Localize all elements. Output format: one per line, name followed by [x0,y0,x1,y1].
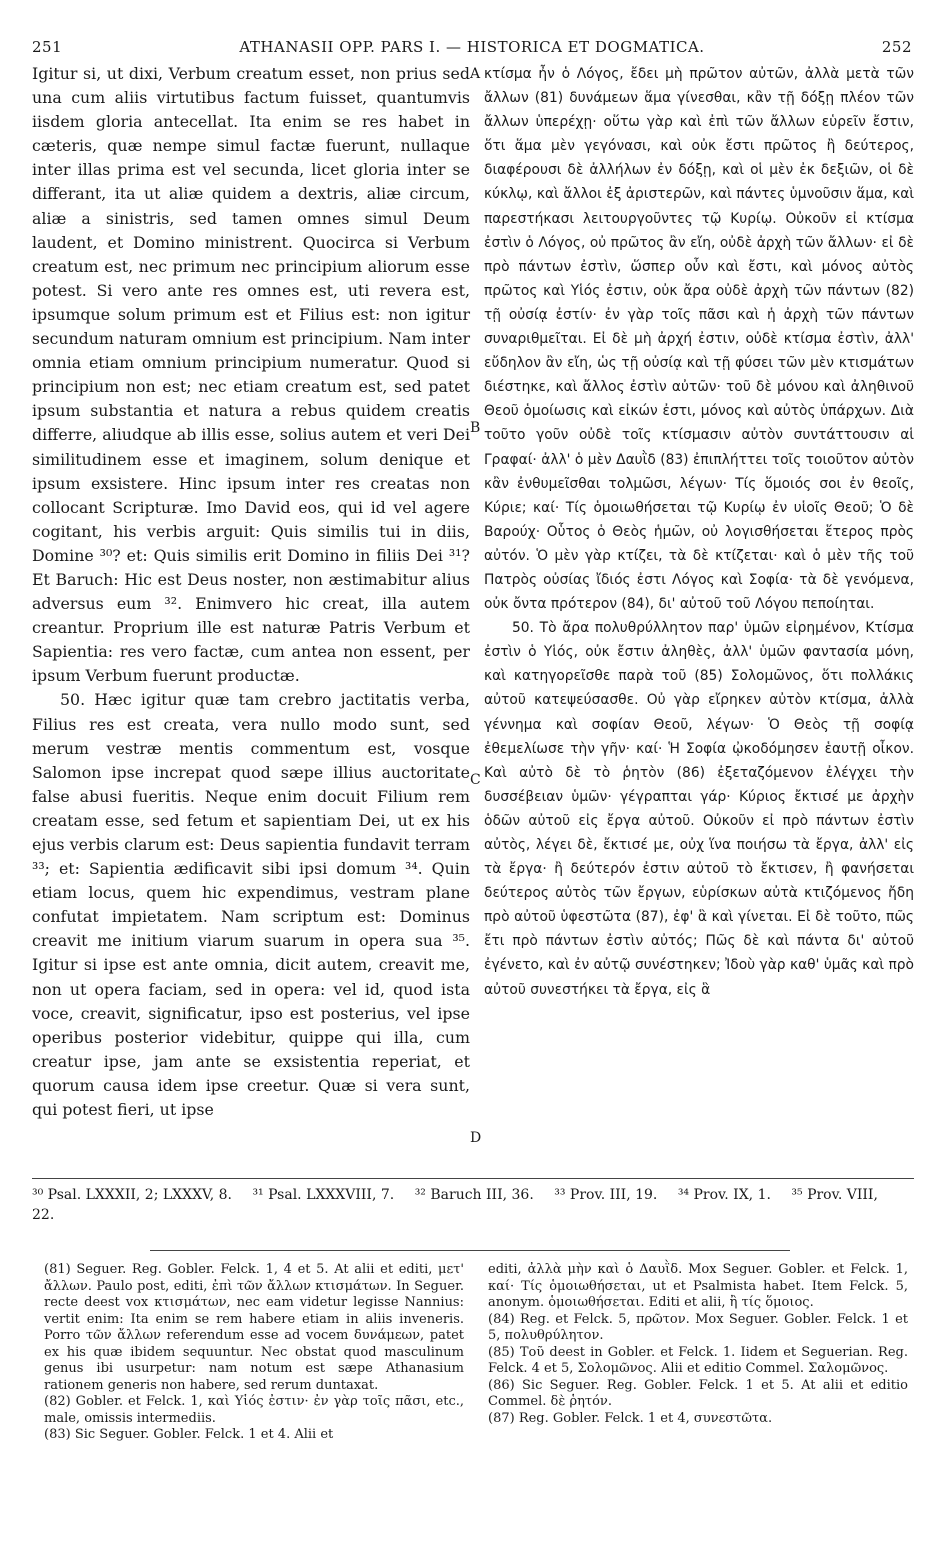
footnote-30: ³⁰ Psal. LXXXII, 2; LXXXV, 8. [32,1187,232,1203]
note-86: (86) Sic Seguer. Reg. Gobler. Felck. 1 et 5. At alii et editio Commel. δὲ ῥητόν. [488,1377,908,1409]
notes-divider [150,1250,790,1251]
note-83-cont: editi, ἀλλὰ μὴν καὶ ὁ Δαυῒδ. Mox Seguer. Gobler. et Felck. 1, καί· Τίς ὁμοιωθήσεται, ut et Psalmista habet. Item Felck. 5, anonym. ὁμοιωθήσεται. Editi et alii, ἢ τίς ὅμοιος. [488,1262,908,1310]
note-85: (85) Τοῦ deest in Gobler. et Felck. 1. Iidem et Seguerian. Reg. Felck. 4 et 5, Σολομῶνος. Alii et editio Commel. Σαλομῶνος. [488,1344,908,1376]
footnote-34: ³⁴ Prov. IX, 1. [677,1187,771,1203]
greek-column [484,62,914,1002]
latin-paragraph-1: Igitur si, ut dixi, Verbum creatum esset, non prius sed una cum aliis virtutibus factum fuisset, quantumvis iisdem gloria antecellat. Ita enim se res habet in cæteris, quæ nempe simul factæ fuerunt, nullaque inter illas prima est vel secunda, licet gloria inter se differant, ita ut aliæ quidem a dextris, aliæ circum, aliæ a sinistris, sed tamen omnes simul Deum laudent, et Domino ministrent. Quocirca si Verbum creatum est, nec primum nec principium aliorum esse potest. Si vero ante res omnes est, uti revera est, ipsumque solum primum est et Filius est: non igitur secundum naturam omnium est principium. Nam inter omnia etiam omnium principium numeratur. Quod si principium non est; nec etiam creatum est, sed patet ipsum substantia et natura a rebus quidem creatis differre, aliudque ab illis esse, solius autem et veri Dei similitudinem esse et imaginem, solum denique et ipsum exsistere. Hinc ipsum inter res creatas non collocant Scripturæ. Imo David eos, qui id vel agere cogitant, his verbis arguit: Quis similis tui in diis, Domine ³⁰? et: Quis similis erit Domino in filiis Dei ³¹? Et Baruch: Hic est Deus noster, non æstimabitur alius adversus eum ³². Enimvero hic creat, illa autem creantur. Proprium ille est naturæ Patris Verbum et Sapientia: res vero factæ, cum antea non essent, per ipsum Verbum fuerunt productæ. [32,64,470,686]
running-header [32,38,912,60]
footnote-32: ³² Baruch III, 36. [414,1187,534,1203]
editorial-notes-right [488,1262,908,1427]
running-title: ATHANASII OPP. PARS I. — HISTORICA ET DOGMATICA. [239,38,705,56]
footnote-35: ³⁵ Prov. VIII, 22. [32,1187,878,1223]
footnote-31: ³¹ Psal. LXXXVIII, 7. [252,1187,395,1203]
note-81: (81) Seguer. Reg. Gobler. Felck. 1, 4 et 5. At alii et editi, μετ' ἄλλων. Paulo post, editi, ἐπὶ τῶν ἄλλων κτισμάτων. In Seguer. recte deest vox κτισμάτων, nec eam videtur legisse Nannius: vertit enim: Ita enim se rem habere etiam in aliis inveneris. Porro τῶν ἄλλων referendum esse ad vocem δυνάμεων, patet ex his quæ ibidem sequuntur. Nec obstat quod masculinum genus ibi usurpetur: nam notum est sæpe Athanasium rationem generis non habere, sed rerum duntaxat. [44,1262,464,1393]
margin-marker-c: C [470,772,481,788]
note-82: (82) Gobler. et Felck. 1, καὶ Υἱός ἐστιν· ἐν γὰρ τοῖς πᾶσι, etc., male, omissis intermediis. [44,1394,464,1426]
text-divider [32,1178,914,1179]
greek-paragraph-1: κτίσμα ἦν ὁ Λόγος, ἔδει μὴ πρῶτον αὐτῶν, ἀλλὰ μετὰ τῶν ἄλλων (81) δυνάμεων ἅμα γίνεσθαι, κἂν τῇ δόξῃ πλέον τῶν ἄλλων ὑπερέχῃ· οὕτω γὰρ καὶ ἐπὶ τῶν ἄλλων εὑρεῖν ἔστιν, ὅτι ἅμα μὲν γεγόνασι, καὶ οὐκ ἔστι πρῶτος ἢ δεύτερος, διαφέρουσι δὲ ἀλλήλων ἐν δόξῃ, καὶ οἱ μὲν ἐκ δεξιῶν, οἱ δὲ κύκλῳ, καὶ ἄλλοι ἐξ ἀριστερῶν, καὶ πάντες ὑμνοῦσιν ἅμα, καὶ παρεστήκασι λειτουργοῦντες τῷ Κυρίῳ. Οὐκοῦν εἰ κτίσμα ἐστὶν ὁ Λόγος, οὐ πρῶτος ἂν εἴη, οὐδὲ ἀρχὴ τῶν ἄλλων· εἰ δὲ πρὸ πάντων ἐστὶν, ὥσπερ οὖν καὶ ἔστι, καὶ μόνος αὐτὸς πρῶτος καὶ Υἱός ἐστιν, οὐκ ἄρα οὐδὲ ἀρχὴ τῶν πάντων (82) τῇ οὐσίᾳ ἐστίν· ἐν γὰρ τοῖς πᾶσι καὶ ἡ ἀρχὴ τῶν πάντων συναριθμεῖται. Εἰ δὲ μὴ ἀρχή ἐστιν, οὐδὲ κτίσμα ἐστὶν, ἀλλ' εὔδηλον ἂν εἴη, ὡς τῇ οὐσίᾳ καὶ τῇ φύσει τῶν μὲν κτισμάτων διέστηκε, καὶ ἄλλος ἐστὶν αὐτῶν· τοῦ δὲ μόνου καὶ ἀληθινοῦ Θεοῦ ὁμοίωσις καὶ εἰκών ἐστι, μόνος καὶ αὐτὸς ὑπάρχων. Διὰ τοῦτο γοῦν οὐδὲ τοῖς κτίσμασιν αὐτὸν συντάττουσιν αἱ Γραφαί· ἀλλ' ὁ μὲν Δαυῒδ (83) ἐπιπλήττει τοῖς τοιοῦτον αὐτὸν κἂν ἐνθυμεῖσθαι τολμῶσι, λέγων· Τίς ὅμοιός σοι ἐν θεοῖς, Κύριε; καί· Τίς ὁμοιωθήσεται τῷ Κυρίῳ ἐν υἱοῖς Θεοῦ; Ὁ δὲ Βαρούχ· Οὗτος ὁ Θεὸς ἡμῶν, οὐ λογισθήσεται ἕτερος πρὸς αὐτόν. Ὁ μὲν γὰρ κτίζει, τὰ δὲ κτίζεται· καὶ ὁ μὲν τῆς τοῦ Πατρὸς οὐσίας ἴδιός ἐστι Λόγος καὶ Σοφία· τὰ δὲ γενόμενα, οὐκ ὄντα πρότερον (84), δι' αὐτοῦ τοῦ Λόγου πεποίηται. [484,66,914,613]
margin-marker-d: D [470,1130,482,1146]
margin-marker-b: B [470,420,481,436]
page-number-left: 251 [32,38,63,56]
latin-paragraph-50: 50. Hæc igitur quæ tam crebro jactitatis verba, Filius res est creata, vera nullo modo sunt, sed merum vestræ mentis commentum est, vosque Salomon ipse increpat quod sæpe illius auctoritate false abusi fueritis. Neque enim docuit Filium rem creatam esse, sed fetum et sapientiam Dei, ut ex his ejus verbis clarum est: Deus sapientia fundavit terram ³³; et: Sapientia ædificavit sibi ipsi domum ³⁴. Quin etiam locus, quem hic expendimus, vestram plane confutat impietatem. Nam scriptum est: Dominus creavit me initium viarum suarum in opera sua ³⁵. Igitur si ipse est ante omnia, dicit autem, creavit me, non ut opera faciam, sed in opera: vel id, quod ista voce, creavit, significatur, ipso est posterius, vel ipse operibus posterior videbitur, quippe qui illa, cum creatur ipse, jam ante se exsistentia reperiat, et quorum causa idem ipse creetur. Quæ si vera sunt, qui potest fieri, ut ipse [32,690,470,1120]
note-83: (83) Sic Seguer. Gobler. Felck. 1 et 4. Alii et [44,1427,334,1442]
greek-paragraph-50: 50. Τὸ ἄρα πολυθρύλλητον παρ' ὑμῶν εἰρημένον, Κτίσμα ἐστὶν ὁ Υἱός, οὐκ ἔστιν ἀληθὲς, ἀλλ' ὑμῶν φαντασία μόνη, καὶ κατηγορεῖσθε παρὰ τοῦ (85) Σολομῶνος, ὅτι πολλάκις αὐτοῦ κατεψεύσασθε. Οὐ γὰρ εἴρηκεν αὐτὸν κτίσμα, ἀλλὰ γέννημα καὶ σοφίαν Θεοῦ, λέγων· Ὁ Θεὸς τῇ σοφίᾳ ἐθεμελίωσε τὴν γῆν· καί· Ἡ Σοφία ᾠκοδόμησεν ἑαυτῇ οἶκον. Καὶ αὐτὸ δὲ τὸ ῥητὸν (86) ἐξεταζόμενον ἐλέγχει τὴν δυσσέβειαν ὑμῶν· γέγραπται γάρ· Κύριος ἔκτισέ με ἀρχὴν ὁδῶν αὐτοῦ εἰς ἔργα αὐτοῦ. Οὐκοῦν εἰ πρὸ πάντων ἐστὶν αὐτὸς, λέγει δὲ, ἔκτισέ με, οὐχ ἵνα ποιήσω τὰ ἔργα, ἀλλ' εἰς τὰ ἔργα· ἢ δεύτερόν ἐστιν αὐτοῦ τὸ ἔκτισεν, ἢ φανήσεται δεύτερος αὐτὸς τῶν ἔργων, εὑρίσκων αὐτὰ κτιζόμενος ἤδη πρὸ αὐτοῦ ὑφεστῶτα (87), ἐφ' ἃ καὶ γίνεται. Εἰ δὲ τοῦτο, πῶς ἔτι πρὸ πάντων ἐστὶν αὐτός; Πῶς δὲ καὶ πάντα δι' αὐτοῦ ἐγένετο, καὶ ἐν αὐτῷ συνέστηκεν; Ἰδοὺ γὰρ καθ' ὑμᾶς καὶ πρὸ αὐτοῦ συνεστήκει τὰ ἔργα, εἰς ἃ [484,620,914,998]
editorial-notes-left [44,1262,464,1444]
note-87: (87) Reg. Gobler. Felck. 1 et 4, συνεστῶτα. [488,1410,773,1426]
note-84: (84) Reg. et Felck. 5, πρῶτον. Mox Seguer. Gobler. Felck. 1 et 5, πολυθρύλητον. [488,1311,908,1343]
scripture-footnotes [32,1185,914,1225]
footnote-33: ³³ Prov. III, 19. [554,1187,658,1203]
latin-column [32,62,470,1122]
page-number-right: 252 [881,38,912,56]
margin-marker-a: A [470,66,481,82]
